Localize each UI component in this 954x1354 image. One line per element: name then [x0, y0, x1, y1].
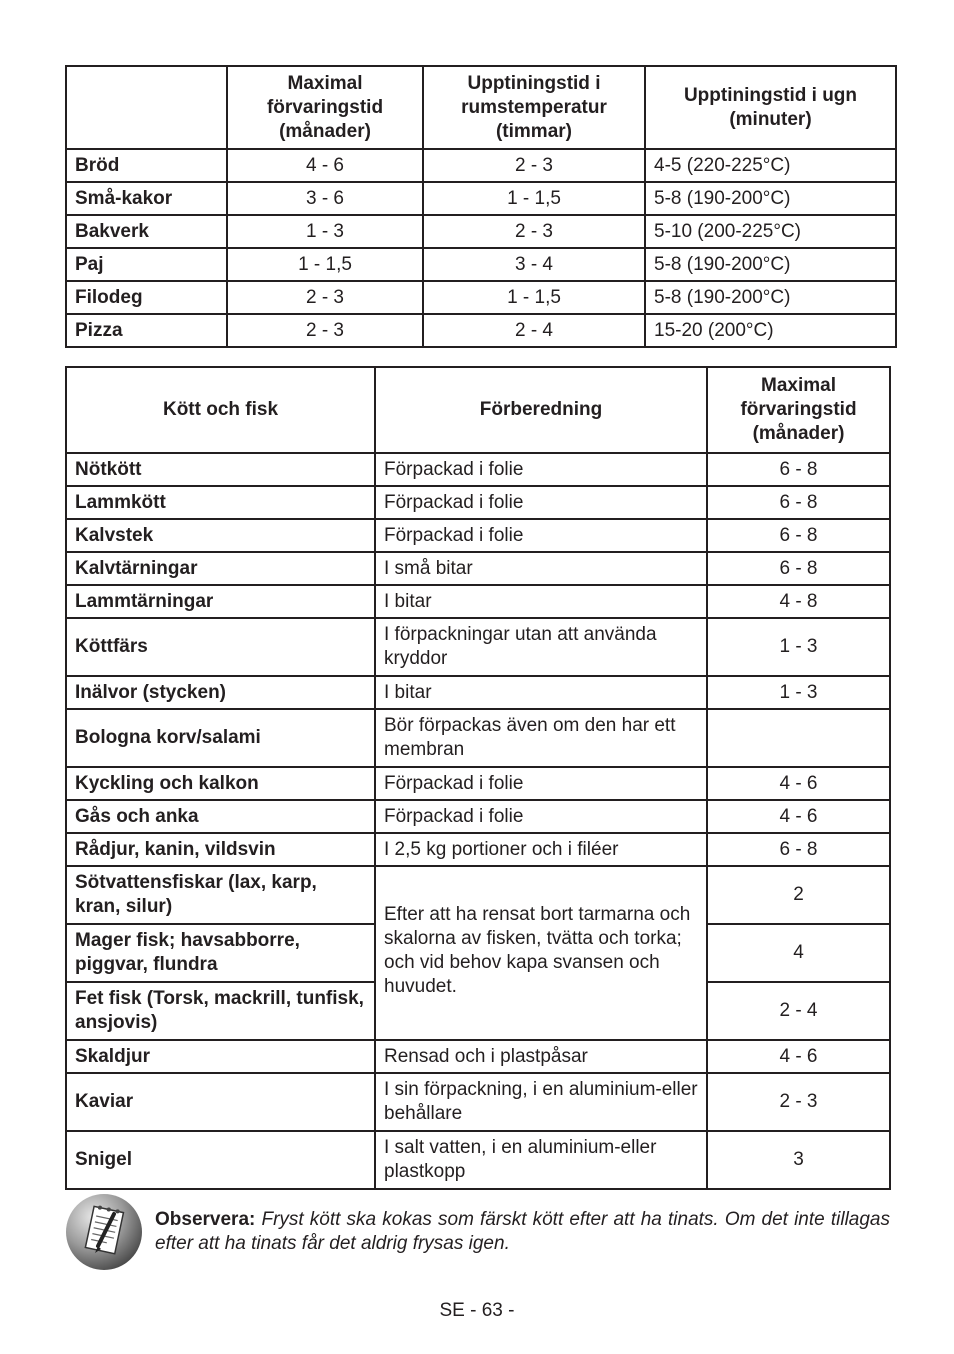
t2-cell: Rådjur, kanin, vildsvin	[66, 833, 375, 866]
table-row	[66, 281, 896, 314]
t1-cell: Pizza	[66, 314, 227, 347]
table-row	[66, 1131, 890, 1189]
t2-cell: Snigel	[66, 1131, 375, 1189]
t2-cell: Kalvstek	[66, 519, 375, 552]
table-row	[66, 866, 890, 924]
t2-cell: Fet fisk (Torsk, mackrill, tunfisk, ansjovis)	[66, 982, 375, 1040]
t2-cell: Förpackad i folie	[375, 486, 707, 519]
t2-header-0: Kött och fisk	[66, 367, 375, 453]
t2-cell: Bologna korv/salami	[66, 709, 375, 767]
page-number: SE - 63 -	[439, 1300, 515, 1321]
t1-cell: 3 - 6	[227, 182, 423, 215]
table-row	[66, 149, 896, 182]
t1-cell: 3 - 4	[423, 248, 645, 281]
t2-cell: 1 - 3	[707, 676, 890, 709]
thawing-table	[65, 65, 897, 348]
table-row	[66, 519, 890, 552]
t2-cell: 2 - 3	[707, 1073, 890, 1131]
t2-cell: 6 - 8	[707, 552, 890, 585]
t2-cell: Rensad och i plastpåsar	[375, 1040, 707, 1073]
t1-cell: 5-8 (190-200°C)	[645, 281, 896, 314]
t1-cell: 5-10 (200-225°C)	[645, 215, 896, 248]
t2-cell: I förpackningar utan att använda kryddor	[375, 618, 707, 676]
t2-cell: 1 - 3	[707, 618, 890, 676]
t1-cell: 5-8 (190-200°C)	[645, 182, 896, 215]
table-row	[66, 1073, 890, 1131]
t2-cell: 2 - 4	[707, 982, 890, 1040]
t2-cell: 6 - 8	[707, 486, 890, 519]
t2-header-1: Förberedning	[375, 367, 707, 453]
table-row	[66, 552, 890, 585]
t2-cell: Gås och anka	[66, 800, 375, 833]
t1-cell: 15-20 (200°C)	[645, 314, 896, 347]
t1-header-1: Maximal förvaringstid (månader)	[227, 66, 423, 149]
table-row	[66, 1040, 890, 1073]
t1-cell: 2 - 4	[423, 314, 645, 347]
t2-cell: 3	[707, 1131, 890, 1189]
t1-cell: 4-5 (220-225°C)	[645, 149, 896, 182]
note-text	[155, 1208, 890, 1256]
t2-cell: Förpackad i folie	[375, 519, 707, 552]
note-label: Observera:	[155, 1209, 256, 1230]
t2-cell: I små bitar	[375, 552, 707, 585]
table-row	[66, 248, 896, 281]
notepad-icon	[64, 1192, 144, 1272]
t2-cell: Bör förpackas även om den har ett membran	[375, 709, 707, 767]
t2-cell: Kyckling och kalkon	[66, 767, 375, 800]
meat-fish-table	[65, 366, 891, 1190]
t2-cell: 4 - 6	[707, 767, 890, 800]
t2-header-2: Maximal förvaringstid (månader)	[707, 367, 890, 453]
t2-cell: Lammtärningar	[66, 585, 375, 618]
table-row	[66, 676, 890, 709]
note-body: Fryst kött ska kokas som färskt kött efter att ha tinats. Om det inte tillagas efter att ha tinats får det aldrig frysas igen.	[155, 1209, 890, 1254]
t1-cell: 1 - 1,5	[423, 281, 645, 314]
t2-cell: Kalvtärningar	[66, 552, 375, 585]
t1-cell: 1 - 1,5	[423, 182, 645, 215]
t2-cell: 4 - 8	[707, 585, 890, 618]
t1-cell: Små-kakor	[66, 182, 227, 215]
t1-cell: Bakverk	[66, 215, 227, 248]
t2-cell: I 2,5 kg portioner och i filéer	[375, 833, 707, 866]
t2-cell	[707, 709, 890, 767]
t2-cell: Förpackad i folie	[375, 453, 707, 486]
t2-cell: Förpackad i folie	[375, 767, 707, 800]
t1-cell: 2 - 3	[423, 149, 645, 182]
t1-header-3: Upptiningstid i ugn (minuter)	[645, 66, 896, 149]
t2-cell: 6 - 8	[707, 453, 890, 486]
t2-cell: Lammkött	[66, 486, 375, 519]
t1-header-2: Upptiningstid i rumstemperatur (timmar)	[423, 66, 645, 149]
t2-cell: 2	[707, 866, 890, 924]
table-row	[66, 709, 890, 767]
t2-cell: I salt vatten, i en aluminium-eller plastkopp	[375, 1131, 707, 1189]
table-row	[66, 800, 890, 833]
t1-header-0	[66, 66, 227, 149]
t1-cell: 1 - 1,5	[227, 248, 423, 281]
t1-cell: 1 - 3	[227, 215, 423, 248]
t1-cell: 5-8 (190-200°C)	[645, 248, 896, 281]
fish-preparation-cell: Efter att ha rensat bort tarmarna och skalorna av fisken, tvätta och torka; och vid behov kapa svansen och huvudet.	[375, 866, 707, 1040]
t1-cell: 2 - 3	[227, 314, 423, 347]
t2-cell: I sin förpackning, i en aluminium-eller behållare	[375, 1073, 707, 1131]
table-row	[66, 314, 896, 347]
table-row	[66, 453, 890, 486]
table-row	[66, 618, 890, 676]
t1-cell: Bröd	[66, 149, 227, 182]
table-row	[66, 215, 896, 248]
table-row	[66, 486, 890, 519]
t2-cell: Förpackad i folie	[375, 800, 707, 833]
table-row	[66, 182, 896, 215]
t1-cell: 2 - 3	[423, 215, 645, 248]
t2-cell: Kaviar	[66, 1073, 375, 1131]
table-row	[66, 833, 890, 866]
t1-cell: Filodeg	[66, 281, 227, 314]
t2-cell: Köttfärs	[66, 618, 375, 676]
t2-cell: Mager fisk; havsabborre, piggvar, flundra	[66, 924, 375, 982]
t2-cell: 6 - 8	[707, 519, 890, 552]
t2-cell: 6 - 8	[707, 833, 890, 866]
t1-cell: 4 - 6	[227, 149, 423, 182]
t2-cell: Inälvor (stycken)	[66, 676, 375, 709]
t2-cell: 4 - 6	[707, 1040, 890, 1073]
table-row	[66, 767, 890, 800]
table-row	[66, 585, 890, 618]
t2-cell: 4 - 6	[707, 800, 890, 833]
t2-cell: I bitar	[375, 585, 707, 618]
t2-cell: I bitar	[375, 676, 707, 709]
t1-cell: Paj	[66, 248, 227, 281]
t2-cell: Skaldjur	[66, 1040, 375, 1073]
t2-cell: Sötvattensfiskar (lax, karp, kran, silur)	[66, 866, 375, 924]
t2-cell: Nötkött	[66, 453, 375, 486]
t2-cell: 4	[707, 924, 890, 982]
t1-cell: 2 - 3	[227, 281, 423, 314]
